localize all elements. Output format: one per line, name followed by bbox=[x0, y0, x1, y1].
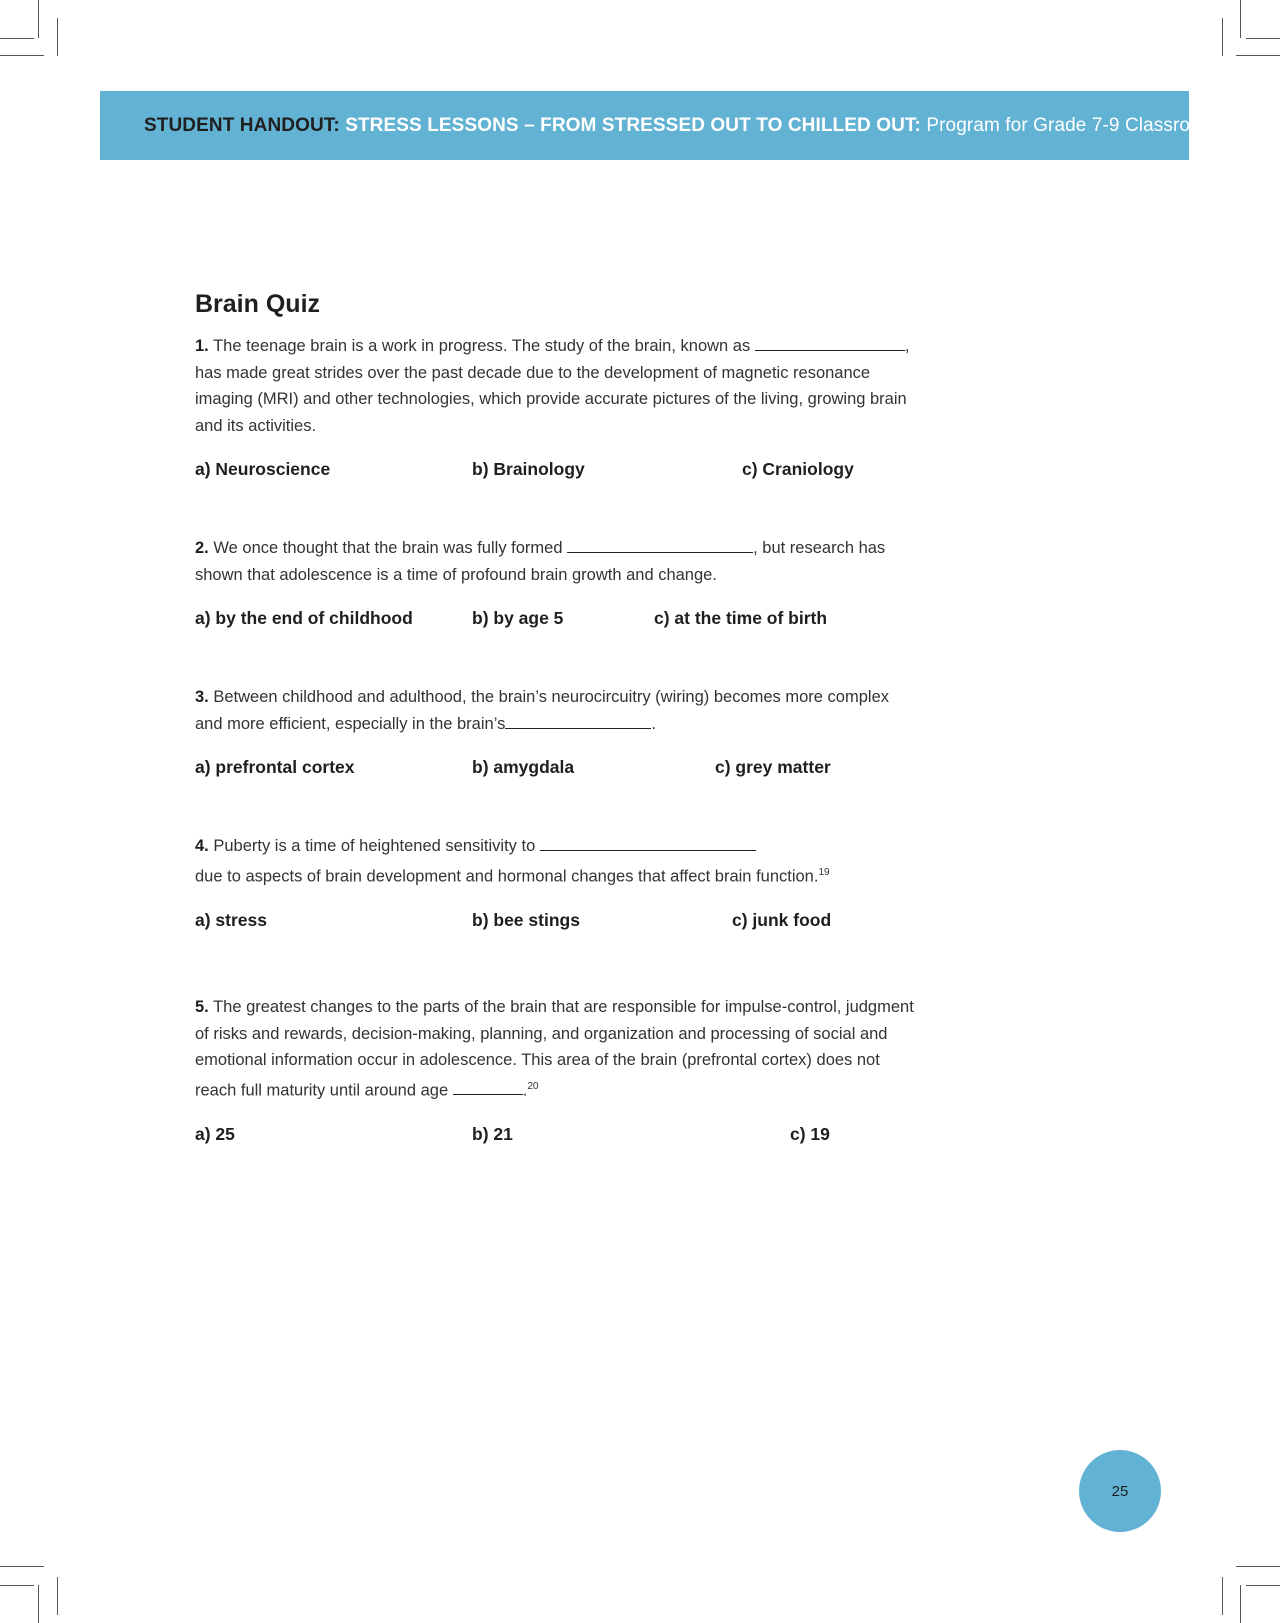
option-a[interactable]: a) by the end of childhood bbox=[195, 608, 413, 628]
option-c[interactable]: c) at the time of birth bbox=[654, 608, 828, 628]
answer-blank bbox=[567, 538, 753, 553]
question-text bbox=[195, 833, 915, 890]
question-text-part: , has made great strides over the past decade due to the development of magnetic resonance imaging (MRI) and other technologies, which provide accurate pictures of the living, growing brain and its activities. bbox=[195, 337, 910, 435]
question-number: 3. bbox=[195, 688, 209, 706]
crop-mark bbox=[1246, 38, 1280, 39]
question-text-part: Puberty is a time of heightened sensitivity to bbox=[213, 837, 536, 855]
option-c[interactable]: c) grey matter bbox=[715, 757, 831, 777]
crop-mark bbox=[0, 1566, 44, 1567]
answer-options bbox=[195, 459, 915, 483]
crop-mark bbox=[1222, 18, 1223, 56]
page-title: Brain Quiz bbox=[195, 290, 321, 318]
question-text bbox=[195, 684, 915, 737]
crop-mark bbox=[1222, 1577, 1223, 1615]
option-c[interactable]: c) 19 bbox=[790, 1123, 830, 1144]
question-text-part: The teenage brain is a work in progress. The study of the brain, known as bbox=[213, 337, 751, 355]
page-number: 25 bbox=[1111, 1482, 1129, 1500]
option-a[interactable]: a) Neuroscience bbox=[195, 459, 331, 479]
crop-mark bbox=[1246, 1585, 1280, 1586]
question-text-part: We once thought that the brain was fully formed bbox=[213, 539, 563, 557]
answer-options bbox=[195, 910, 915, 934]
option-c[interactable]: c) Craniology bbox=[742, 459, 854, 479]
answer-options bbox=[195, 757, 915, 781]
question-number: 5. bbox=[195, 998, 209, 1016]
question-text-part: , but research has shown that adolescence is a time of profound brain growth and change. bbox=[195, 539, 886, 584]
answer-options bbox=[195, 1124, 915, 1148]
header-band bbox=[100, 91, 1227, 160]
question-number: 2. bbox=[195, 539, 209, 557]
question-text-part: The greatest changes to the parts of the brain that are responsible for impulse-control, judgment of risks and rewards, decision-making, planning, and organization and processing of social and emotional information occur in adolescence. This area of the brain (prefrontal cortex) does not reach full maturity until around age bbox=[195, 998, 914, 1099]
crop-mark bbox=[1240, 0, 1241, 38]
crop-mark bbox=[57, 1577, 58, 1615]
question-4 bbox=[195, 833, 915, 934]
question-number: 4. bbox=[195, 837, 209, 855]
option-c[interactable]: c) junk food bbox=[732, 909, 832, 930]
question-1 bbox=[195, 333, 915, 483]
answer-blank bbox=[540, 836, 756, 851]
option-a[interactable]: a) stress bbox=[195, 909, 267, 930]
footnote-ref: 19 bbox=[818, 866, 830, 878]
question-text-part: due to aspects of brain development and hormonal changes that affect brain function. bbox=[195, 867, 819, 885]
crop-mark bbox=[0, 38, 34, 39]
answer-blank bbox=[505, 714, 651, 729]
answer-options bbox=[195, 608, 915, 632]
question-text-part: Between childhood and adulthood, the brain’s neurocircuitry (wiring) becomes more complex and more efficient, especially in the brain’s bbox=[195, 688, 889, 733]
footnote-ref: 20 bbox=[527, 1080, 539, 1092]
question-text bbox=[195, 333, 915, 439]
option-b[interactable]: b) 21 bbox=[472, 1123, 513, 1144]
question-5 bbox=[195, 994, 915, 1148]
question-3 bbox=[195, 684, 915, 781]
crop-mark bbox=[1240, 1585, 1241, 1623]
crop-mark bbox=[0, 1585, 34, 1586]
option-a[interactable]: a) 25 bbox=[195, 1123, 235, 1144]
crop-mark bbox=[0, 55, 44, 56]
page-content bbox=[195, 290, 915, 331]
question-text-part: . bbox=[651, 714, 656, 733]
crop-mark bbox=[38, 0, 39, 38]
header-title: STRESS LESSONS – FROM STRESSED OUT TO CHILLED OUT: bbox=[345, 114, 921, 136]
question-number: 1. bbox=[195, 337, 209, 355]
question-text bbox=[195, 535, 915, 588]
crop-mark bbox=[1236, 1566, 1280, 1567]
crop-mark bbox=[38, 1585, 39, 1623]
page-number-badge bbox=[1079, 1450, 1161, 1532]
question-text-part: . bbox=[522, 1081, 528, 1099]
option-b[interactable]: b) by age 5 bbox=[472, 608, 564, 628]
header-text bbox=[144, 115, 1226, 137]
header-subtitle: Program for Grade 7-9 Classrooms bbox=[926, 114, 1227, 136]
header-label: STUDENT HANDOUT: bbox=[144, 114, 340, 136]
crop-mark bbox=[1236, 55, 1280, 56]
option-b[interactable]: b) bee stings bbox=[472, 909, 580, 930]
question-2 bbox=[195, 535, 915, 632]
crop-mark bbox=[57, 18, 58, 56]
question-text bbox=[195, 994, 915, 1104]
answer-blank bbox=[755, 336, 905, 351]
option-b[interactable]: b) amygdala bbox=[472, 757, 575, 777]
answer-blank bbox=[453, 1080, 523, 1095]
option-b[interactable]: b) Brainology bbox=[472, 459, 585, 479]
option-a[interactable]: a) prefrontal cortex bbox=[195, 757, 355, 777]
